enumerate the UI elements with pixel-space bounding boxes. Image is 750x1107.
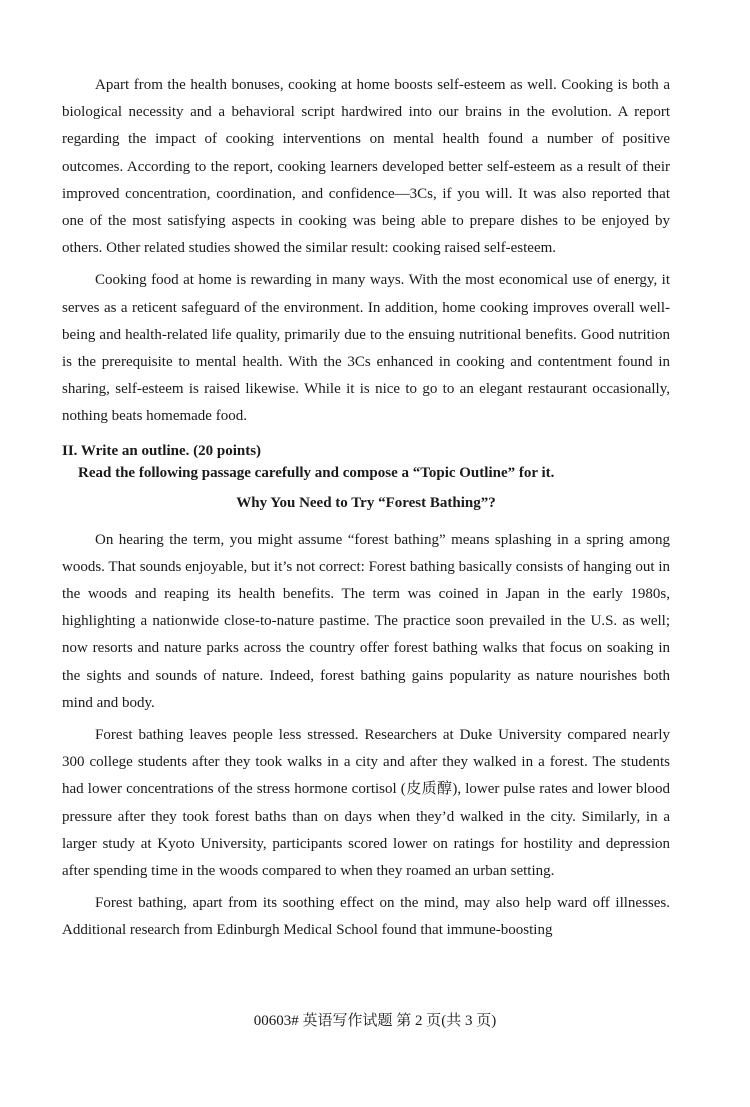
section-heading: II. Write an outline. (20 points) <box>62 442 262 459</box>
document-page <box>62 72 670 950</box>
paragraph-cooking-self-esteem: Apart from the health bonuses, cooking at home boosts self-esteem as well. Cooking is both a biological necessity and a behavioral script hardwired into our brains in the evolution. A report regarding the impact of cooking interventions on mental health found a number of positive outcomes. According to the report, cooking learners developed better self-esteem as a result of their improved concentration, coordination, and confidence—3Cs, if you will. It was also reported that one of the most satisfying aspects in cooking was being able to prepare dishes to be enjoyed by others. Other related studies showed the similar result: cooking raised self-esteem. <box>62 77 670 257</box>
passage-title: Why You Need to Try “Forest Bathing”? <box>236 494 496 511</box>
passage-paragraph-intro: On hearing the term, you might assume “forest bathing” means splashing in a spring among woods. That sounds enjoyable, but it’s not correct: Forest bathing basically consists of hanging out in the woods and reaping its health benefits. The term was coined in Japan in the early 1980s, highlighting a nationwide close-to-nature pastime. The practice soon prevailed in the U.S. as well; now resorts and nature parks across the country offer forest bathing walks that focus on soaking in the sights and sounds of nature. Indeed, forest bathing gains popularity as nature nourishes both mind and body. <box>62 531 670 711</box>
paragraph-cooking-conclusion: Cooking food at home is rewarding in many ways. With the most economical use of energy, it serves as a reticent safeguard of the environment. In addition, home cooking improves overall well-being and health-related life quality, primarily due to the ensuing nutritional benefits. Good nutrition is the prerequisite to mental health. With the 3Cs enhanced in cooking and contentment found in sharing, self-esteem is raised likewise. While it is nice to go to an elegant restaurant occasionally, nothing beats homemade food. <box>62 272 670 425</box>
page-footer: 00603# 英语写作试题 第 2 页(共 3 页) <box>253 1013 497 1029</box>
section-instruction: Read the following passage carefully and compose a “Topic Outline” for it. <box>78 464 555 481</box>
passage-paragraph-illness: Forest bathing, apart from its soothing effect on the mind, may also help ward off illnesses. Additional research from Edinburgh Medical School found that immune-boosting <box>62 895 670 939</box>
passage-paragraph-stress: Forest bathing leaves people less stressed. Researchers at Duke University compared nearly 300 college students after they took walks in a city and after they walked in a forest. The students had lower concentrations of the stress hormone cortisol (皮质醇), lower pulse rates and lower blood pressure after they took forest baths than on days when they’d walked in the city. Similarly, in a larger study at Kyoto University, participants scored lower on ratings for hostility and depression after spending time in the woods compared to when they roamed an urban setting. <box>62 727 670 880</box>
